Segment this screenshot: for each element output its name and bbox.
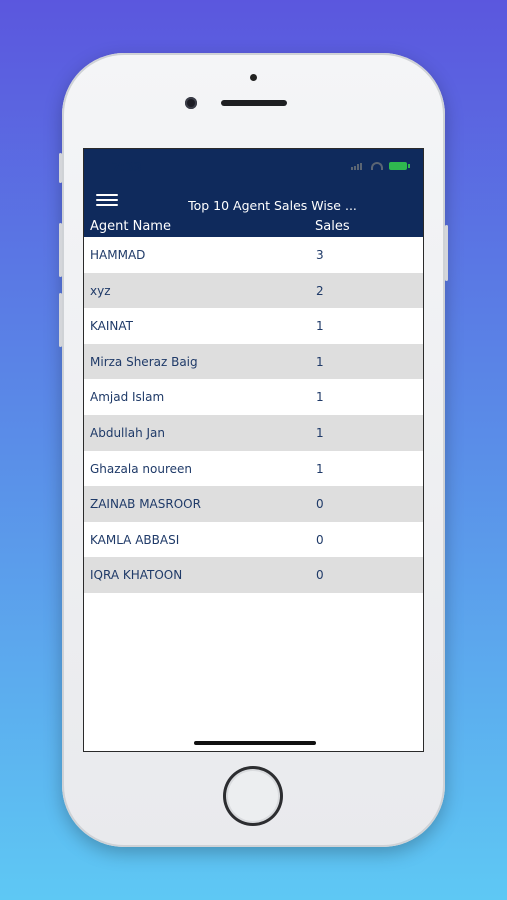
home-indicator[interactable] [194, 741, 316, 745]
volume-up-button [59, 223, 62, 277]
table-header [84, 219, 423, 237]
table-row[interactable] [84, 486, 423, 522]
app-screen [83, 148, 424, 752]
wifi-icon [371, 162, 383, 170]
agent-name: Amjad Islam [90, 390, 165, 405]
proximity-sensor [250, 74, 257, 81]
table-row[interactable] [84, 379, 423, 415]
agent-name: IQRA KHATOON [90, 568, 183, 583]
agent-name: Mirza Sheraz Baig [90, 354, 198, 369]
volume-down-button [59, 293, 62, 347]
column-header-agent-name: Agent Name [90, 219, 171, 234]
agent-name: KAINAT [90, 319, 133, 334]
table-row[interactable] [84, 415, 423, 451]
table-row[interactable] [84, 522, 423, 558]
agent-name: xyz [90, 283, 111, 298]
app-header [84, 149, 423, 237]
agent-name: Ghazala noureen [90, 461, 193, 476]
agent-sales: 0 [316, 532, 324, 547]
agent-sales: 1 [316, 390, 324, 405]
earpiece-speaker [221, 100, 287, 106]
home-button[interactable] [223, 766, 283, 826]
agent-sales: 2 [316, 283, 324, 298]
mute-switch [59, 153, 62, 183]
table-row[interactable] [84, 557, 423, 593]
table-row[interactable] [84, 273, 423, 309]
agent-list [84, 237, 423, 593]
power-button [445, 225, 448, 281]
table-row[interactable] [84, 451, 423, 487]
agent-name: HAMMAD [90, 248, 146, 262]
status-icons [351, 162, 407, 170]
status-time: 7:33 [112, 160, 142, 174]
agent-sales: 1 [316, 319, 324, 334]
table-row[interactable] [84, 237, 423, 273]
agent-name: ZAINAB MASROOR [90, 497, 201, 512]
column-header-sales: Sales [315, 219, 350, 234]
battery-icon [389, 162, 407, 170]
agent-name: KAMLA ABBASI [90, 532, 180, 547]
table-row[interactable] [84, 308, 423, 344]
agent-name: Abdullah Jan [90, 425, 165, 440]
agent-sales: 1 [316, 354, 324, 369]
table-row[interactable] [84, 344, 423, 380]
agent-sales: 1 [316, 461, 324, 476]
agent-sales: 1 [316, 425, 324, 440]
agent-sales: 0 [316, 568, 324, 583]
signal-icon [351, 163, 365, 170]
page-title: Top 10 Agent Sales Wise ... [188, 198, 357, 213]
agent-sales: 0 [316, 497, 324, 512]
front-camera [185, 97, 197, 109]
menu-icon[interactable] [96, 194, 118, 208]
agent-sales: 3 [316, 248, 324, 262]
